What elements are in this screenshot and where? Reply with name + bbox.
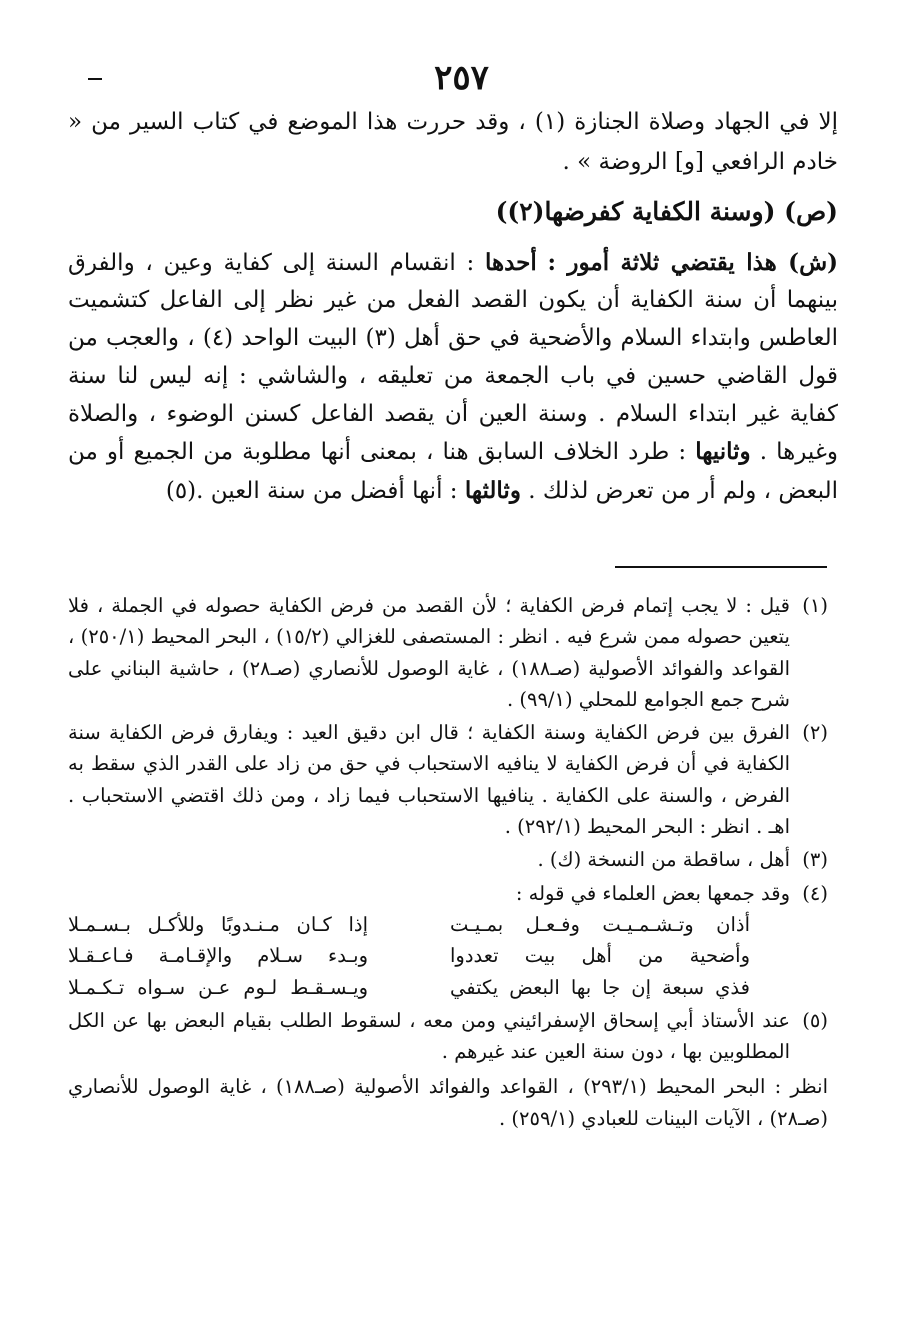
footnote-5: [68, 1005, 828, 1068]
footnote-number: (٢): [802, 721, 828, 745]
footnote-text: عند الأستاذ أبي إسحاق الإسفرائيني ومن معه ، لسقوط الطلب بقيام البعض بها عن الكل المطلوبين بها ، دون سنة العين عند غيرهم .: [68, 1008, 790, 1064]
footnote-number: (٥): [802, 1008, 828, 1032]
footnote-2: [68, 717, 828, 842]
footnote-text: قيل : لا يجب إتمام فرض الكفاية ؛ لأن القصد من فرض الكفاية حصوله في الجملة ، فلا يتعين حصوله ممن شرع فيه . انظر : المستصفى للغزالي (١٥/٢) ، البحر المحيط (٢٥٠/١) ، القواعد والفوائد الأصولية (صـ١٨٨) ، غاية الوصول للأنصاري (صـ٢٨) ، حاشية البناني على شرح جمع الجوامع للمحلي (٩٩/١) .: [68, 594, 790, 711]
footnote-number: (٤): [802, 881, 828, 905]
paragraph-intro: إلا في الجهاد وصلاة الجنازة (١) ، وقد حررت هذا الموضع في كتاب السير من « خادم الرافعي [و] الروضة » .: [68, 109, 839, 175]
main-text: [68, 103, 838, 511]
verse-first-half: أذان وتـشـمـيـت وفـعـل بمـيـت: [450, 912, 750, 936]
second-text: : طرد الخلاف السابق هنا ، بمعنى أنها مطلوبة من الجميع أو من البعض ، ولم أر من تعرض لذلك .: [68, 439, 838, 505]
poem-intro: وقد جمعها بعض العلماء في قوله :: [515, 881, 790, 905]
second-label: وثانيها: [695, 438, 751, 466]
footnote-text: الفرق بين فرض الكفاية وسنة الكفاية ؛ قال ابن دقيق العيد : ويفارق فرض الكفاية سنة الكفاية في أن فرض الكفاية لا ينافيه الاستحباب في حق من زاد على القدر الذي سقط به الفرض ، والسنة على الكفاية . ينافيها الاستحباب فيما زاد ، ومن ذلك اقتضي الاستحباب . اهـ . انظر : البحر المحيط (٢٩٢/١) .: [68, 721, 790, 839]
footnote-number: (٣): [802, 848, 828, 872]
page-number: ٢٥٧: [434, 58, 489, 98]
verse-second-half: ويـسـقـط لـوم عـن سـواه تـكـمـلا: [68, 975, 368, 999]
first-text: : انقسام السنة إلى كفاية وعين ، والفرق بينهما أن سنة الكفاية أن يكون القصد الفعل من غير نظر إلى الفاعل كتشميت العاطس وابتداء السلام والأضحية في حق أهل (٣) البيت الواحد (٤) ، والعجب من قول القاضي حسين في باب الجمعة من تعليقه ، والشاشي : إنه ليس لنا سنة كفاية غير ابتداء السلام . وسنة العين أن يقصد الفاعل كسنن الوضوء ، والصلاة وغيرها .: [68, 249, 839, 466]
first-label: أحدها: [484, 248, 537, 276]
paragraph-commentary: [68, 244, 838, 512]
third-label: وثالثها: [464, 477, 521, 505]
footnotes: [68, 590, 828, 1134]
verse-first-half: وأضحية من أهل بيت تعددوا: [450, 944, 750, 968]
footnote-number: (١): [802, 594, 828, 617]
footnote-3: [68, 844, 828, 875]
poem-verse: [68, 972, 750, 1003]
footnote-text: [68, 878, 790, 1003]
footnote-text: أهل ، ساقطة من النسخة (ك) .: [537, 848, 790, 872]
footnote-5-continuation: انظر : البحر المحيط (٢٩٣/١) ، القواعد والفوائد الأصولية (صـ١٨٨) ، غاية الوصول للأنصاري (صـ٢٨) ، الآيات البينات للعبادي (٢٥٩/١) .: [68, 1075, 829, 1130]
verse-second-half: وبـدء سـلام والإقـامـة فـاعـقـلا: [68, 944, 368, 968]
poem-verse: [68, 909, 750, 940]
commentary-intro: (ش) هذا يقتضي ثلاثة أمور :: [547, 248, 839, 276]
poem-verse: [68, 940, 750, 971]
poem: [68, 909, 750, 1003]
third-text: : أنها أفضل من سنة العين .(٥): [165, 478, 458, 505]
footnote-separator: [615, 566, 827, 568]
section-heading: (ص) (وسنة الكفاية كفرضها(٢)): [495, 197, 838, 226]
verse-second-half: إذا كـان مـنـدوبًا وللأكـل بـسـمـلا: [68, 912, 368, 936]
footnote-1: [68, 590, 828, 715]
verse-first-half: فذي سبعة إن جا بها البعض يكتفي: [450, 975, 750, 999]
footnote-4: [68, 878, 828, 1003]
